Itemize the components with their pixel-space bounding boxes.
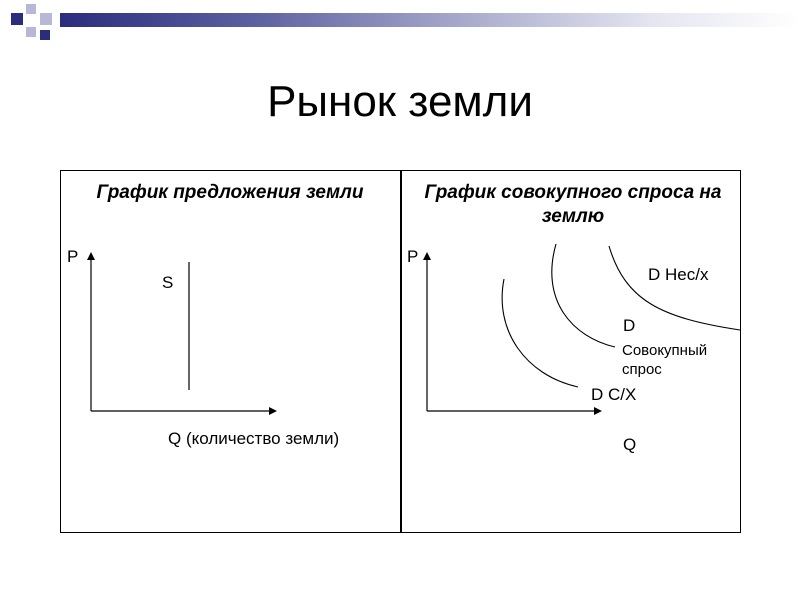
demand-nonagri-curve: [609, 246, 740, 330]
demand-aggregate-text: Совокупный спрос: [622, 342, 708, 378]
right-x-axis-label: Q: [623, 435, 637, 454]
supply-curve-label: S: [162, 273, 174, 292]
demand-agri-curve: [502, 279, 578, 387]
demand-nonagri-label: D Нес/х: [648, 265, 709, 284]
slide-title: Рынок земли: [267, 77, 533, 126]
left-y-axis-label: P: [67, 247, 79, 266]
left-panel-heading: График предложения земли: [96, 182, 364, 203]
left-x-axis-label: Q (количество земли): [168, 429, 340, 448]
demand-agri-label: D С/Х: [591, 385, 637, 404]
right-y-axis-label: P: [407, 247, 419, 266]
demand-aggregate-curve: [552, 244, 615, 347]
demand-aggregate-d-label: D: [623, 316, 636, 335]
right-panel-heading: График совокупного спроса на землю: [424, 182, 722, 227]
